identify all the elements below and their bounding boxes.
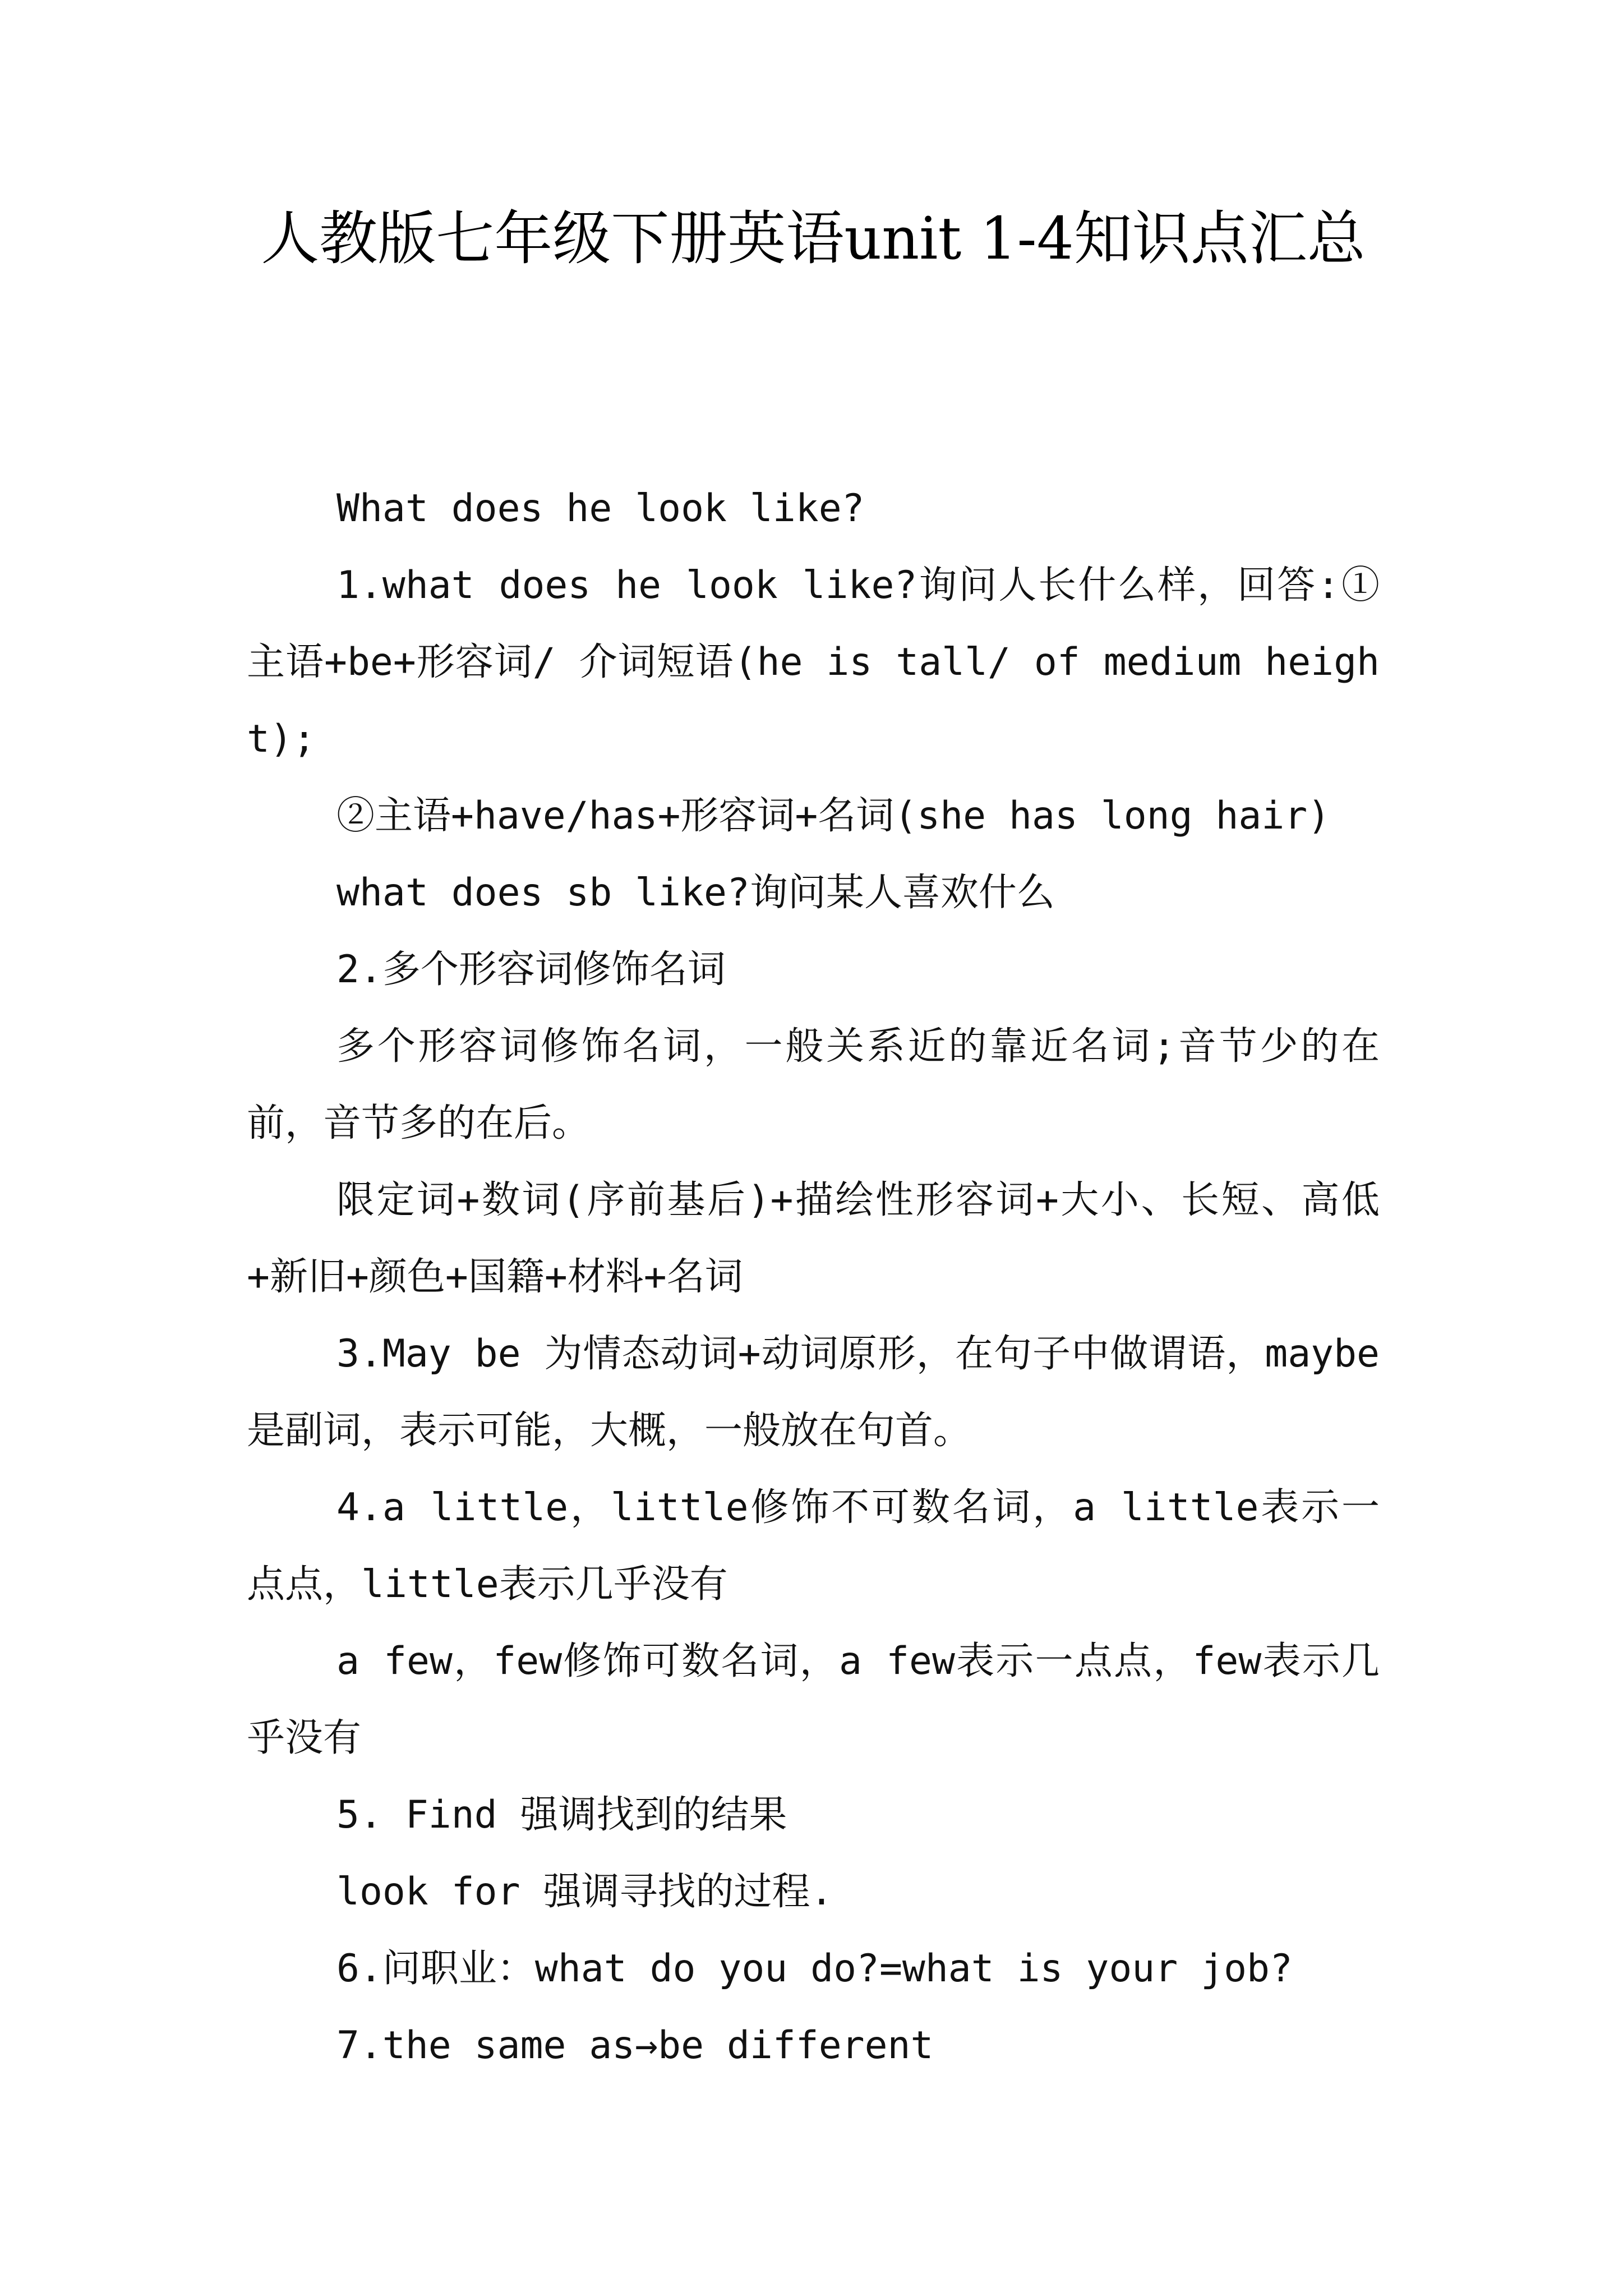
paragraph-point-2-rule: 多个形容词修饰名词，一般关系近的靠近名词;音节少的在前，音节多的在后。 [247,1024,1380,1145]
paragraph-point-1: 1.what does he look like?询问人长什么样，回答:①主语+be+形容词/ 介词短语(he is tall/ of medium height); [247,563,1380,761]
document-title: 人教版七年级下册英语unit 1-4知识点汇总 [261,204,1366,273]
paragraph-point-3: 3.May be 为情态动词+动词原形，在句子中做谓语，maybe是副词，表示可能，大概，一般放在句首。 [247,1332,1380,1453]
paragraph-point-1-structure-2: ②主语+have/has+形容词+名词(she has long hair) [336,794,1331,838]
paragraph-point-2-heading: 2.多个形容词修饰名词 [336,947,726,992]
paragraph-point-4-few: a few，few修饰可数名词，a few表示一点点，few表示几乎没有 [247,1639,1380,1760]
paragraph-point-4-little: 4.a little，little修饰不可数名词，a little表示一点点，little表示几乎没有 [247,1485,1380,1607]
paragraph-point-6: 6.问职业：what do you do?=what is your job? [336,1947,1293,1991]
paragraph-intro-question: What does he look like? [336,486,865,531]
document-body [247,470,1380,2084]
paragraph-point-7: 7.the same as→be different [336,2023,934,2068]
paragraph-point-5-find: 5. Find 强调找到的结果 [336,1793,787,1837]
paragraph-point-1-like: what does sb like?询问某人喜欢什么 [336,871,1055,915]
paragraph-point-5-look-for: look for 强调寻找的过程. [336,1870,833,1914]
paragraph-point-2-order: 限定词+数词(序前基后)+描绘性形容词+大小、长短、高低+新旧+颜色+国籍+材料+名词 [247,1178,1380,1299]
